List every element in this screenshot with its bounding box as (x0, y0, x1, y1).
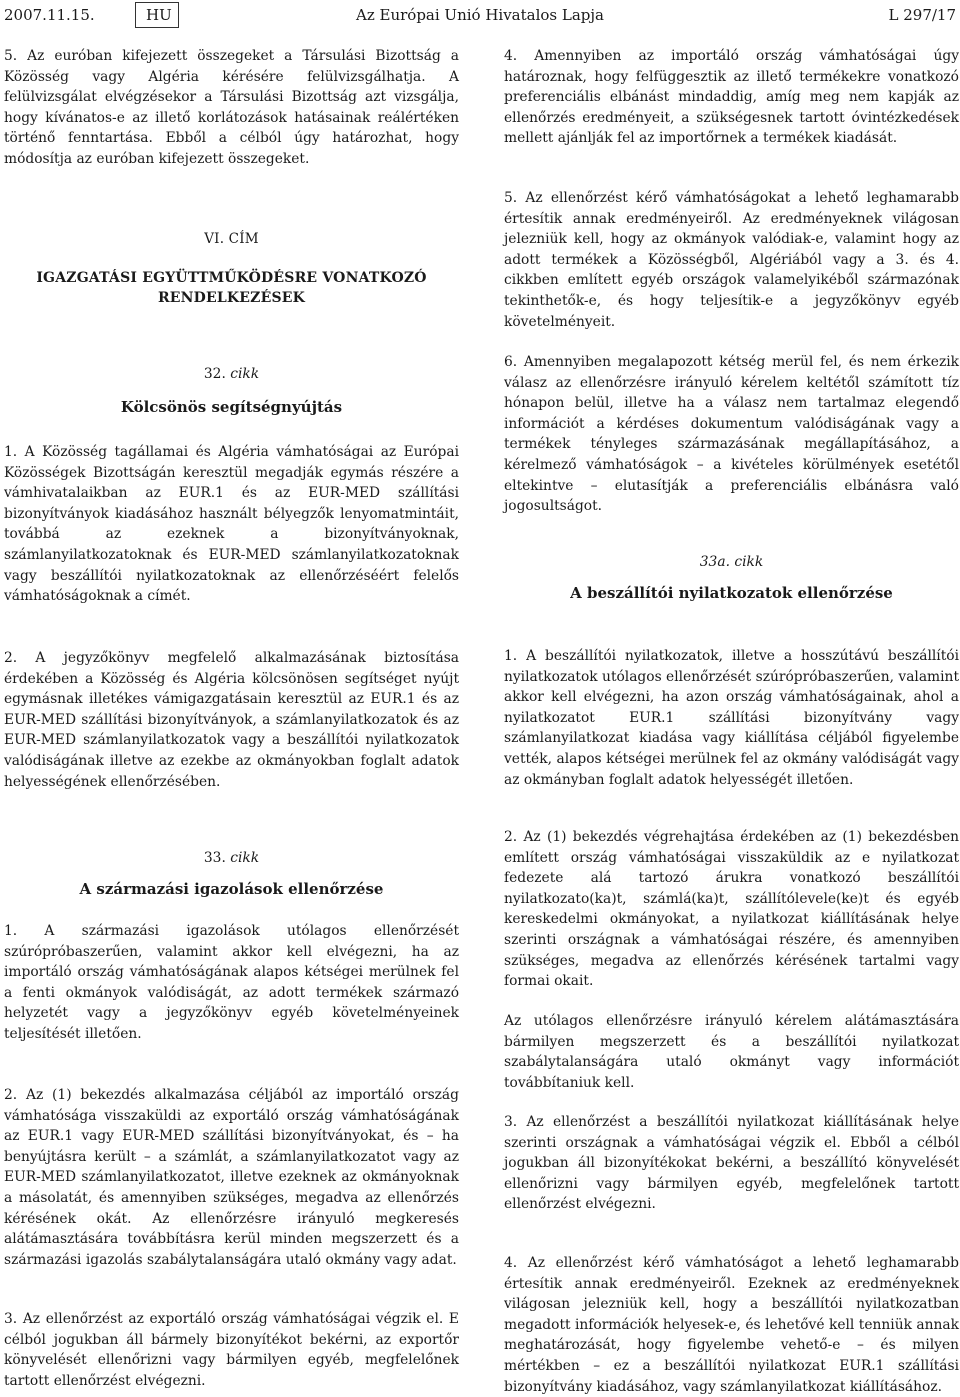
article-32-title: Kölcsönös segítségnyújtás (120, 398, 343, 416)
article-32-paragraph-2: 2. A jegyzőkönyv megfelelő alkalmazásának biztosítása érdekében a Közösség és Algéria kölcsönösen segítséget nyújt egymásnak illetékes vámigazgatásain keresztül az EUR.1 és az EUR-MED szállítási bizonyítványok, a számlanyilatkozatok és az EUR-MED számlanyilatkozatok vagy a beszállítói nyilatkozatok valódiságának illetve az ezekbe az okmányokban foglalt adatok helyességének ellenőrzésében. (4, 650, 459, 790)
title-heading-line-1: IGAZGATÁSI EGYÜTTMŰKÖDÉSRE VONATKOZÓ (36, 270, 427, 286)
article-33-title: A származási igazolások ellenőrzése (79, 880, 384, 898)
article-32-paragraph-1: 1. A Közösség tagállamai és Algéria vámhatóságai az Európai Közösségek Bizottságán keresztül megadják egymás részére a vámhivatalaikban az EUR.1 és az EUR-MED szállítási bizonyítványok kiadásához használt bélyegzők lenyomatmintáit, továbbá az ezeknek a bizonyítványoknak, számlanyilatkozatoknak és EUR-MED számlanyilatkozatoknak vagy beszállítói nyilatkozatoknak az ellenőrzéséért felelős vámhatóságoknak a címét. (4, 444, 459, 605)
article-33a-paragraph-4: 4. Az ellenőrzést kérő vámhatóságot a lehető leghamarabb értesítik annak eredményeiről. Ezeknek az eredményeknek világosan jelezniük kell, hogy a beszállítói nyilatkozatban megadott információk helyesek-e, és lehetővé kell tenniük annak meghatározását, hogy figyelembe vehető-e – és milyen mértékben – ez a beszállítói nyilatkozat EUR.1 szállítási bizonyítvány kiadásához, vagy számlanyilatkozat kiállításához. (504, 1255, 959, 1395)
article-33a-title: A beszállítói nyilatkozatok ellenőrzése (570, 584, 893, 602)
article-33a-paragraph-1: 1. A beszállítói nyilatkozatok, illetve a hosszútávú beszállítói nyilatkozatok utólagos ellenőrzését szúrópróbaszerűen, valamint akkor kell elvégezni, ha azon ország vámhatóságainak, ahol a nyilatkozatot EUR.1 szállítási bizonyítvány vagy számlanyilatkozat kiadása vagy kiállítása céljából figyelembe vették, alapos kétségei merülnek fel az okmány valódiságát vagy az okmányban foglalt adatok helyességét illetően. (504, 648, 959, 788)
paragraph-5-right: 5. Az ellenőrzést kérő vámhatóságokat a lehető leghamarabb értesítik annak eredményeiről. Az eredményeknek világosan jelezniük kell, hogy az okmányok valódiak-e, valamint hogy az adott termékek a Közösségből, Algériából vagy a 3. és 4. cikkben említett egyéb országok valamelyikéből származónak tekinthetők-e, és hogy teljesítik-e a jegyzőkönyv egyéb követelményeit. (504, 190, 959, 330)
article-33-paragraph-1: 1. A származási igazolások utólagos ellenőrzését szúrópróbaszerűen, valamint akkor kell elvégezni, ha az importáló ország vámhatóságának alapos kétségei merülnek fel a fenti okmányok valódiságát, az adott termékek származó helyzetét vagy a jegyzőkönyv egyéb követelményeinek teljesítését illetően. (4, 923, 459, 1042)
title-heading-line-2: RENDELKEZÉSEK (157, 290, 306, 306)
paragraph-6: 6. Amennyiben megalapozott kétség merül fel, és nem érkezik válasz az ellenőrzésre irányuló kérelem keltétől számított tíz hónapon belül, illetve ha a válasz nem tartalmaz elegendő információt a kérdéses dokumentum valódiságának vagy a termékek tényleges származásának megállapításához, a kérelmező vámhatóságok – a kivételes körülmények esetétől eltekintve – elutasítják a preferenciális elbánásra való jogosultságot. (504, 354, 959, 515)
publication-date: 2007.11.15. (4, 6, 95, 24)
article-33a-num: 33a. (699, 554, 730, 570)
language-badge: HU (135, 2, 179, 28)
title-number: VI. CÍM (204, 231, 259, 247)
article-33a-paragraph-2: 2. Az (1) bekezdés végrehajtása érdekében az (1) bekezdésben említett ország vámhatóságai visszaküldik az e nyilatkozat fedezete alá tartozó árukra vonatkozó beszállítói nyilatkozato(ka)t, számlá(ka)t, szállítólevele(ke)t és egyéb kereskedelmi okmányokat, a nyilatkozat kiállításának helye szerinti országnak a vámhatóságai részére, és amennyiben szükséges, megadva az ellenőrzés kérésének tartalmi vagy formai okait. (504, 829, 959, 990)
article-33a-paragraph-2b: Az utólagos ellenőrzésre irányuló kérelem alátámasztására bármilyen megszerzett és a beszállítói nyilatkozat szabálytalanságára utaló okmányt vagy információt továbbítaniuk kell. (504, 1013, 959, 1091)
paragraph-4: 4. Amennyiben az importáló ország vámhatóságai úgy határoznak, hogy felfüggesztik az illető termékekre vonatkozó preferenciális elbánást mindaddig, amíg meg nem kapják az ellenőrzés eredményeit, a szükségesnek tartott óvintézkedések mellett ajánlják fel az importőrnek a termékek kiadását. (504, 48, 959, 147)
journal-title: Az Európai Unió Hivatalos Lapja (356, 6, 604, 24)
article-33a-number (504, 552, 959, 573)
article-32-num: 32. (203, 366, 226, 382)
article-33a-paragraph-3: 3. Az ellenőrzést a beszállítói nyilatkozat kiállításának helye szerinti országnak a vámhatóságai végzik el. Ebből a célból jogukban áll bizonyítékokat bekérni, a beszállító könyvelését ellenőrizni vagy bármilyen egyéb, megfelelőnek tartott ellenőrzést elvégezni. (504, 1114, 959, 1213)
article-33-word: cikk (230, 850, 260, 866)
page-header (0, 0, 960, 30)
article-32-number (4, 364, 459, 385)
article-33a-word: cikk (734, 554, 764, 570)
paragraph-5: 5. Az euróban kifejezett összegeket a Társulási Bizottság a Közösség vagy Algéria kérésére felülvizsgálhatja. A felülvizsgálat elvégzésekor a Társulási Bizottság azt vizsgálja, hogy kívánatos-e az illető korlátozások hatásainak reálértéken történő fenntartása. Ebből a célból úgy határozhat, hogy módosítja az euróban kifejezett összegeket. (4, 48, 459, 167)
article-32-word: cikk (230, 366, 260, 382)
article-33-number (4, 848, 459, 869)
page-number: L 297/17 (888, 6, 956, 24)
article-33-paragraph-3: 3. Az ellenőrzést az exportáló ország vámhatóságai végzik el. E célból jogukban áll bármely bizonyítékot bekérni, az exportőr könyvelését ellenőrizni vagy bármilyen egyéb, megfelelőnek tartott ellenőrzést elvégezni. (4, 1311, 459, 1389)
article-33-paragraph-2: 2. Az (1) bekezdés alkalmazása céljából az importáló ország vámhatósága visszaküldi az exportáló ország vámhatóságának az EUR.1 vagy EUR-MED szállítási bizonyítványokat, és – ha benyújtásra került – a számlát, a számlanyilatkozatot vagy az EUR-MED számlanyilatkozatot, illetve ezeknek az okmányoknak a másolatát, és amennyiben szükséges, megadva az ellenőrzés kérésének okát. Az ellenőrzésre irányuló megkeresés alátámasztására továbbításra kerül minden megszerzett és a származási igazolás szabálytalanságára utaló okmány vagy adat. (4, 1087, 459, 1268)
article-33-num: 33. (203, 850, 226, 866)
